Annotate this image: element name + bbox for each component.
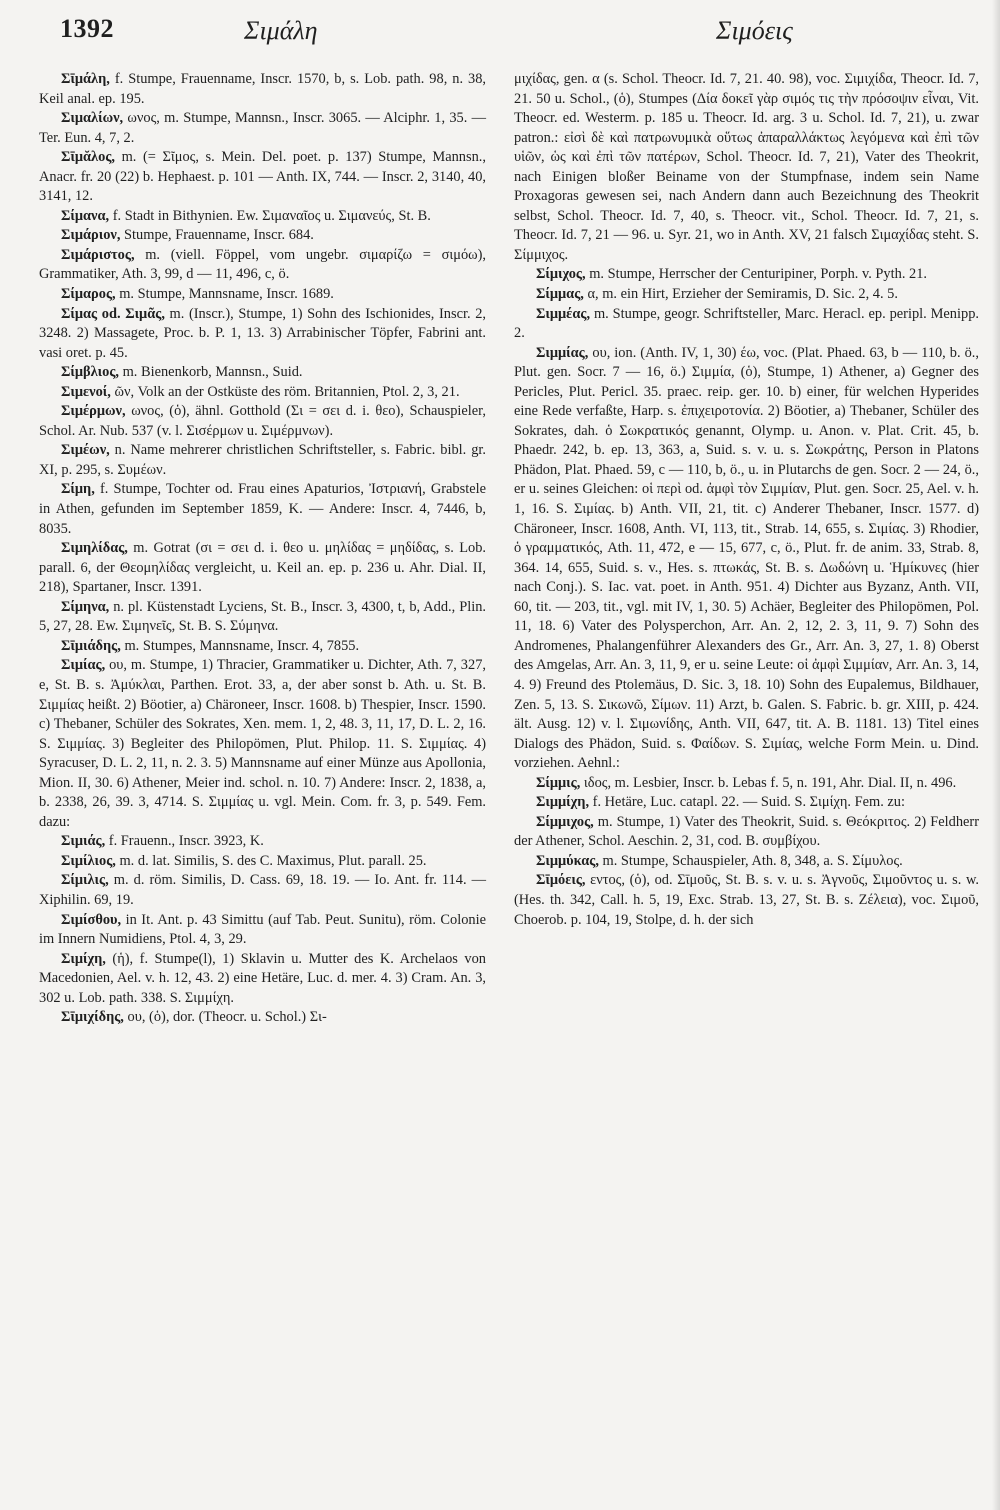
entry-headword: Σιμίλιος,: [61, 852, 116, 869]
entry-body: ωνος, (ὁ), ähnl. Gotthold (Σι = σει d. i. θεο), Schauspieler, Schol. Ar. Nub. 537 (v. l. Σισέρμων u. Σιμέρμνων).: [39, 403, 486, 439]
dictionary-entry: [514, 344, 979, 774]
entry-body: m. Bienenkorb, Mannsn., Suid.: [119, 364, 303, 381]
entry-headword: Σῑμόεις,: [536, 872, 586, 889]
dictionary-entry: [39, 109, 486, 148]
entry-headword: Σιμμίχη,: [536, 794, 590, 811]
dictionary-entry: [514, 774, 979, 794]
entry-body: m. d. röm. Similis, D. Cass. 69, 18. 19. — Io. Ant. fr. 114. — Xiphilin. 69, 19.: [39, 872, 486, 908]
entry-body: m. Stumpe, Schauspieler, Ath. 8, 348, a. S. Σίμυλος.: [598, 852, 903, 869]
page-edge-shadow: [992, 0, 1000, 1510]
entry-headword: Σίμηνα,: [61, 598, 110, 615]
entry-body: m. (Inscr.), Stumpe, 1) Sohn des Ischionides, Inscr. 2, 3248. 2) Massagete, Proc. b. P. 1, 13. 3) Arrabinischer Töpfer, Fabrini ant. vasi oret. p. 45.: [39, 305, 486, 361]
entry-headword: Σῑμάλη,: [61, 71, 110, 87]
entry-headword: Σιμμέας,: [536, 305, 591, 322]
running-head-right: Σιμόεις: [716, 16, 793, 45]
entry-body: m. Stumpes, Mannsname, Inscr. 4, 7855.: [120, 637, 360, 654]
right-column: [514, 70, 979, 930]
entry-headword: Σιμίχη,: [61, 950, 106, 967]
entry-body: m. Stumpe, geogr. Schriftsteller, Marc. Heracl. ep. peripl. Menipp. 2.: [514, 305, 979, 342]
entry-headword: Σίμμιχος,: [536, 813, 594, 830]
entry-body: f. Stumpe, Frauenname, Inscr. 1570, b, s. Lob. path. 98, n. 38, Keil anal. ep. 195.: [39, 71, 486, 107]
left-column: [39, 70, 486, 1028]
dictionary-entry: [39, 70, 486, 109]
dictionary-entry: [39, 832, 486, 852]
entry-body: m. (= Σῖμος, s. Mein. Del. poet. p. 137) Stumpe, Mannsn., Anacr. fr. 20 (22) b. Hephaest. p. 101 — Anth. IX, 744. — Inscr. 2, 3140, 40, 3141, 12.: [39, 149, 486, 205]
dictionary-entry: [39, 871, 486, 910]
dictionary-entry: [39, 1008, 486, 1028]
entry-body: m. Stumpe, Herrscher der Centuripiner, Porph. v. Pyth. 21.: [585, 266, 928, 283]
dictionary-entry: [39, 656, 486, 832]
entry-body: in It. Ant. p. 43 Simittu (auf Tab. Peut. Sunitu), röm. Colonie im Innern Numidiens, Ptol. 4, 3, 29.: [39, 911, 486, 948]
dictionary-entry: [39, 148, 486, 207]
entry-body: ιδος, m. Lesbier, Inscr. b. Lebas f. 5, n. 191, Ahr. Dial. II, n. 496.: [580, 774, 957, 791]
dictionary-entry: [514, 852, 979, 872]
entry-headword: Σίμιλις,: [61, 872, 109, 889]
entry-body: Stumpe, Frauenname, Inscr. 684.: [120, 227, 314, 244]
dictionary-entry: [39, 226, 486, 246]
page-number: 1392: [60, 14, 114, 43]
entry-headword: Σιμίσθου,: [61, 911, 122, 928]
dictionary-entry: [39, 539, 486, 598]
dictionary-entry: [39, 637, 486, 657]
dictionary-entry: [514, 70, 979, 265]
entry-body: f. Hetäre, Luc. catapl. 22. — Suid. S. Σιμίχη. Fem. zu:: [589, 794, 905, 811]
entry-headword: Σίμη,: [61, 481, 95, 498]
dictionary-entry: [39, 402, 486, 441]
entry-headword: Σιμμύκας,: [536, 852, 599, 869]
entry-body: α, m. ein Hirt, Erzieher der Semiramis, D. Sic. 2, 4. 5.: [583, 286, 898, 303]
dictionary-entry: [514, 265, 979, 285]
dictionary-entry: [514, 285, 979, 305]
entry-headword: Σῑμᾰλος,: [61, 149, 115, 166]
entry-headword: Σιμέρμων,: [61, 403, 126, 420]
entry-body: m. Gotrat (σι = σει d. i. θεο u. μηλίδας = μηδίδας, s. Lob. parall. 6, der Θεομηλίδας vergleicht, u. Keil an. ep. p. 236 u. Ahr. Dial. II, 218), Spartaner, Inscr. 1391.: [39, 540, 486, 596]
entry-headword: Σιμέων,: [61, 442, 110, 459]
dictionary-entry: [514, 793, 979, 813]
entry-headword: Σίμαρος,: [61, 286, 116, 303]
entry-headword: Σίμιχος,: [536, 266, 586, 283]
dictionary-entry: [39, 950, 486, 1009]
entry-headword: Σιμιάς,: [61, 833, 106, 850]
entry-body: ου, m. Stumpe, 1) Thracier, Grammatiker u. Dichter, Ath. 7, 327, e, St. B. s. Ἀμύκλαι, Parthen. Erot. 33, a, der aber sonst b. Ath. u. St. B. Σιμμίας heißt. 2) Böotier, a) Chäroneer, Inscr. 1608. b) Thespier, Inscr. 1590. c) Thebaner, Schüler des Sokrates, Xen. mem. 1, 2, 48. 3, 11, 17, D. L. 2, 16. S. Σιμμίας. 3) Begleiter des Philopömen, Plut. Philop. 11. S. Σιμμίας. 4) Syracuser, D. L. 2, 11, n. 2. 3. 5) Mannsname auf einer Münze aus Apollonia, Mion. II, 30. 6) Athener, Meier ind. schol. n. 10. 7) Andere: Inscr. 2, 1838, a, b. 2338, 26, 39. 3, 4714. S. Σιμμίας u. vgl. Mein. Com. fr. 3, p. 549. Fem. dazu:: [39, 657, 486, 830]
entry-headword: Σιμμίας,: [536, 344, 589, 361]
dictionary-entry: [39, 480, 486, 539]
dictionary-entry: [39, 305, 486, 364]
entry-body: μιχίδας, gen. α (s. Schol. Theocr. Id. 7, 21. 40. 98), voc. Σιμιχίδα, Theocr. Id. 7, 21. 50 u. Schol., (ὁ), Stumpes (Δία δοκεῖ γὰρ σιμός τις τὴν πρόσοψιν εἶναι, Vit. Theocr. ed. Westerm. p. 185 u. Theocr. Id. arg. 3 u. Schol. Id. 7, 21), u. zwar patron.: εἰσὶ δὲ καὶ πατρωνυμικὰ οὕτως ἀπαραλλάκτως λεγόμενα καὶ ἐπὶ τῶν υἱῶν, ὡς καὶ ἐπὶ τῶν πατέρων, Schol. Theocr. Id. 7, 21), Vater des Theokrit, nach Einigen bloßer Beiname von der Stumpfnase, indem sein Name Proxagoras gewesen sei, nach Andern dann auch Bezeichnung des Theokrit selbst, Schol. Theocr. Id. 7, 40, s. Theocr. vit., Schol. Theocr. Id. 7, 21, s. Theocr. Id. 7, 21 — 96. u. Syr. 21, wo in Anth. XV, 21 falsch Σιμαχίδας steht. S. Σίμμιχος.: [514, 71, 979, 263]
entry-body: ου, ion. (Anth. IV, 1, 30) έω, voc. (Plat. Phaed. 63, b — 110, b. ö., Plut. gen. Socr. 7 — 16, ö.) Σιμμία, (ὁ), Stumpe, 1) Athener, a) Gegner des Pericles, Plut. Pericl. 35. praec. reip. ger. 10. b) einer, für welchen Hyperides eine Rede verfaßte, Harp. s. ἐπιχειροτονία. 2) Böotier, a) Thebaner, Schüler des Sokrates, dah. ὁ Σωκρατικός genannt, Olymp. u. Anon. v. Plat. Crit. 45, b. Phaedr. 242, b. ep. 13, 363, a, Suid. s. v. u. s. Σωκράτης, Person in Platons Phädon, Plat. Phaed. 59, c — 110, b, ö., u. in Plutarchs de gen. Socr. 2 — 24, ö., er u. seines Gleichen: οἱ περὶ od. ἀμφὶ τὸν Σιμμίαν, Plut. gen. Socr. 25, Ael. v. h. 1, 16. S. Σιμίας. b) Anth. VII, 21, tit. c) Anderer Thebaner, Inscr. 1577. d) Chäroneer, Inscr. 1608, Anth. VI, 113, tit., Strab. 14, 655, s. Σιμίας. 3) Rhodier, ὁ γραμματικός, Ath. 11, 472, e — 15, 677, c, ö., Plut. fr. de anim. 33, Strab. 8, 364. 14, 655, Suid. s. v., Hes. s. πτωκάς, St. B. s. Δωδώνη u. Ἡμίκυνες (hier nach Conj.). S. Iac. vat. poet. in Anth. 951. 4) Dichter aus Byzanz, Anth. VII, 60, tit. — 203, tit., vgl. mit IV, 1, 30. 5) Achäer, Begleiter des Philopömen, Pol. 11, 18. 6) Vater des Polysperchon, Arr. An. 2, 12, 2. 3, 11, 9. 7) Sohn des Andromenes, Phalangenführer Alexanders des Gr., Arr. An. 3, 27, 1. 8) Oberst des Amgelas, Arr. An. 3, 11, 9, er u. seine Leute: οἱ ἀμφὶ Σιμμίαν, Arr. An. 3, 14, 4. 9) Freund des Ptolemäus, D. Sic. 3, 18. 10) Sohn des Eupalemus, Bildhauer, Zen. 5, 13. S. Σικωνῶ, Σίμων. 11) Arzt, b. Galen. S. Fabric. b. gr. XIII, p. 424. ält. Ausg. 12) v. l. Σιμωνίδης, Anth. VII, 647, tit. A. B. 1181. 13) Titel eines Dialogs des Phädon, Suid. s. Φαίδων. S. Σιμίας, welche Form Mein. u. Dind. vorziehen. Aehnl.:: [514, 344, 979, 772]
entry-body: m. Stumpe, Mannsname, Inscr. 1689.: [115, 286, 334, 303]
entry-headword: Σιμάριστος,: [61, 246, 135, 263]
entry-headword: Σῑμιάδης,: [61, 637, 121, 654]
entry-headword: Σιμαλίων,: [61, 110, 124, 127]
entry-body: m. (viell. Föppel, vom ungebr. σιμαρίζω = σιμόω), Grammatiker, Ath. 3, 99, d — 11, 496, c, ö.: [39, 246, 486, 283]
entry-headword: Σίμβλιος,: [61, 364, 120, 381]
entry-body: f. Stumpe, Tochter od. Frau eines Apaturios, Ἰστριανή, Grabstele in Athen, gefunden im September 1859, K. — Andere: Inscr. 4, 7446, b, 8035.: [39, 481, 486, 537]
dictionary-entry: [514, 871, 979, 930]
entry-body: f. Stadt in Bithynien. Ew. Σιμαναῖος u. Σιμανεύς, St. B.: [109, 207, 431, 224]
dictionary-entry: [39, 246, 486, 285]
entry-body: m. Stumpe, 1) Vater des Theokrit, Suid. s. Θεόκριτος. 2) Feldherr der Athener, Schol. Aeschin. 2, 31, cod. B. συμβίχου.: [514, 813, 979, 850]
dictionary-entry: [39, 441, 486, 480]
entry-headword: Σίμμις,: [536, 774, 581, 791]
dictionary-entry: [39, 383, 486, 403]
dictionary-entry: [39, 207, 486, 227]
dictionary-entry: [514, 305, 979, 344]
running-head-left: Σιμάλη: [244, 16, 318, 45]
entry-headword: Σίμανα,: [61, 207, 110, 224]
entry-headword: Σιμάριον,: [61, 227, 121, 244]
dictionary-entry: [514, 813, 979, 852]
entry-headword: Σιμίας,: [61, 657, 106, 674]
entry-headword: Σῑμιχίδης,: [61, 1009, 124, 1026]
entry-body: n. pl. Küstenstadt Lyciens, St. B., Inscr. 3, 4300, t, b, Add., Plin. 5, 27, 28. Ew. Σιμηνεῖς, St. B. S. Σύμηνα.: [39, 598, 486, 635]
entry-body: ου, (ὁ), dor. (Theocr. u. Schol.) Σι-: [123, 1009, 327, 1026]
dictionary-entry: [39, 285, 486, 305]
entry-body: ῶν, Volk an der Ostküste des röm. Britannien, Ptol. 2, 3, 21.: [110, 383, 460, 400]
entry-body: ωνος, m. Stumpe, Mannsn., Inscr. 3065. — Alciphr. 1, 35. — Ter. Eun. 4, 7, 2.: [39, 110, 486, 146]
entry-headword: Σίμας od. Σιμᾶς,: [61, 305, 165, 322]
entry-headword: Σιμηλίδας,: [61, 540, 128, 557]
entry-body: m. d. lat. Similis, S. des C. Maximus, Plut. parall. 25.: [115, 852, 427, 869]
dictionary-entry: [39, 363, 486, 383]
entry-body: εντος, (ὁ), od. Σῑμοῦς, St. B. s. v. u. s. Ἀγνοῦς, Σιμοῦντος u. s. w. (Hes. th. 342, Call. h. 5, 19, Exc. Strab. 13, 27, St. B. s. Ζέλεια), voc. Σιμοῦ, Choerob. p. 104, 19, Stolpe, d. h. der sich: [514, 872, 979, 928]
dictionary-entry: [39, 911, 486, 950]
entry-headword: Σίμμας,: [536, 286, 584, 303]
entry-headword: Σιμενοί,: [61, 383, 111, 400]
entry-body: (ἡ), f. Stumpe(l), 1) Sklavin u. Mutter des K. Archelaos von Macedonien, Ael. v. h. 12, 43. 2) eine Hetäre, Luc. d. mer. 4. 3) Cram. An. 3, 302 u. Lob. path. 338. S. Σιμμίχη.: [39, 950, 486, 1006]
entry-body: n. Name mehrerer christlichen Schriftsteller, s. Fabric. bibl. gr. XI, p. 295, s. Συμέων.: [39, 442, 486, 478]
dictionary-entry: [39, 852, 486, 872]
dictionary-entry: [39, 598, 486, 637]
entry-body: f. Frauenn., Inscr. 3923, K.: [105, 833, 264, 850]
